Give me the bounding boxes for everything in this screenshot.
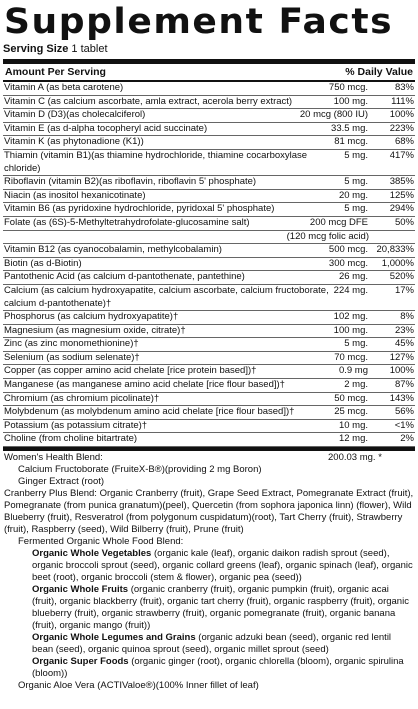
nutrient-amount: 25 mcg. xyxy=(334,406,368,418)
nutrient-name: Pantothenic Acid (as calcium d-pantothenate, pantethine) xyxy=(4,271,245,283)
nutrient-amount: 5 mg. xyxy=(344,203,368,215)
nutrient-amount: 70 mcg. xyxy=(334,351,368,363)
blend-amount: 200.03 mg. * xyxy=(328,452,382,464)
nutrient-note: (120 mcg folic acid) xyxy=(3,231,415,245)
blend-ingredient: Ginger Extract (root) xyxy=(18,476,105,488)
nutrient-name: Choline (from choline bitartrate) xyxy=(4,433,138,445)
nutrient-row xyxy=(3,217,415,231)
nutrient-daily-value: 8% xyxy=(400,311,414,323)
nutrient-daily-value: 87% xyxy=(394,379,414,391)
nutrient-daily-value: 50% xyxy=(394,216,414,228)
nutrient-row xyxy=(3,136,415,150)
nutrient-name: Copper (as copper amino acid chelate [rice protein based])† xyxy=(4,365,257,377)
food-group-title: Organic Whole Vegetables xyxy=(32,548,152,560)
nutrient-daily-value: 520% xyxy=(389,271,414,283)
nutrient-row xyxy=(3,379,415,393)
nutrient-daily-value: 45% xyxy=(394,338,414,350)
nutrient-row xyxy=(3,393,415,407)
blend-section xyxy=(3,451,415,692)
nutrient-amount: 20 mcg (800 IU) xyxy=(299,109,368,121)
nutrient-name: Vitamin B12 (as cyanocobalamin, methylcobalamin) xyxy=(4,244,222,256)
nutrient-name: Folate (as (6S)-5-Methyltetrahydrofolate-glucosamine salt) xyxy=(4,216,250,228)
nutrient-row xyxy=(3,176,415,190)
supplement-facts-panel xyxy=(3,2,415,706)
nutrient-daily-value: 100% xyxy=(389,109,414,121)
nutrient-daily-value: 17% xyxy=(394,284,414,296)
nutrient-daily-value: 56% xyxy=(394,406,414,418)
daily-value-label: % Daily Value xyxy=(345,66,413,78)
food-group xyxy=(4,548,414,584)
nutrient-row xyxy=(3,406,415,420)
nutrient-daily-value: 127% xyxy=(389,351,414,363)
blend-last-ingredient: Organic Aloe Vera (ACTIValoe®)(100% Inner fillet of leaf) xyxy=(18,680,259,692)
nutrient-daily-value: 68% xyxy=(394,136,414,148)
food-group xyxy=(4,656,414,680)
nutrient-daily-value: <1% xyxy=(394,419,414,431)
nutrient-amount: 10 mg. xyxy=(338,419,368,431)
nutrient-row xyxy=(3,365,415,379)
nutrient-name: Vitamin A (as beta carotene) xyxy=(4,82,124,93)
panel-title: Supplement Facts xyxy=(4,2,394,42)
nutrient-amount: 50 mcg. xyxy=(334,392,368,404)
nutrient-name: Selenium (as sodium selenate)† xyxy=(4,351,140,363)
nutrient-daily-value: 1,000% xyxy=(381,257,414,269)
nutrient-amount: 100 mg. xyxy=(333,324,368,336)
nutrient-row xyxy=(3,258,415,272)
serving-size-label: Serving Size xyxy=(3,43,69,55)
nutrient-name: Calcium (as calcium hydroxyapatite, calcium ascorbate, calcium fructoborate, calcium d-pantothenate)† xyxy=(4,284,329,309)
nutrient-name: Vitamin K (as phytonadione (K1)) xyxy=(4,136,144,148)
nutrient-row xyxy=(3,352,415,366)
nutrient-row xyxy=(3,271,415,285)
nutrient-row xyxy=(3,109,415,123)
nutrient-daily-value: 223% xyxy=(389,122,414,134)
nutrient-row xyxy=(3,244,415,258)
blend-name: Women's Health Blend: xyxy=(4,452,103,464)
nutrient-amount: 750 mcg. xyxy=(328,82,368,93)
nutrient-row xyxy=(3,96,415,110)
nutrient-amount: 5 mg. xyxy=(344,338,368,350)
nutrient-name: Manganese (as manganese amino acid chelate [rice flour based])† xyxy=(4,379,285,391)
nutrient-daily-value: 111% xyxy=(391,95,414,107)
food-group-items: (organic adzuki bean (seed), organic red lentil bean (seed), organic quinoa sprout (seed), organic millet sprout (seed) xyxy=(32,632,392,656)
serving-size-value: 1 tablet xyxy=(71,43,108,55)
nutrient-amount: 300 mcg. xyxy=(328,257,368,269)
nutrient-amount: 200 mcg DFE xyxy=(309,216,368,228)
nutrient-name: Phosphorus (as calcium hydroxyapatite)† xyxy=(4,311,179,323)
food-group-items: (organic ginger (root), organic chlorella (bloom), organic spirulina (bloom)) xyxy=(32,656,404,680)
nutrient-name: Vitamin B6 (as pyridoxine hydrochloride, pyridoxal 5' phosphate) xyxy=(4,203,275,215)
nutrient-name: Zinc (as zinc monomethionine)† xyxy=(4,338,139,350)
table-header xyxy=(3,64,415,82)
nutrient-name: Vitamin C (as calcium ascorbate, amla extract, acerola berry extract) xyxy=(4,95,293,107)
nutrient-name: Vitamin D (D3)(as cholecalciferol) xyxy=(4,109,146,121)
blend-header xyxy=(4,452,414,464)
nutrient-name: Biotin (as d-Biotin) xyxy=(4,257,82,269)
food-group-items: (organic cranberry (fruit), organic pumpkin (fruit), organic acai (fruit), organic blackberry (fruit), organic tart cherry (fruit), organic raspberry (fruit), organic blueberry (fruit), organic strawberry (fruit), organic pomegranate (fruit), organic banana (fruit), organic mango (fruit)) xyxy=(32,584,409,632)
nutrient-daily-value: 143% xyxy=(389,392,414,404)
nutrient-daily-value: 100% xyxy=(389,365,414,377)
nutrient-row xyxy=(3,311,415,325)
nutrient-daily-value: 83% xyxy=(394,82,414,93)
nutrient-list xyxy=(3,82,415,447)
blend-ingredients xyxy=(4,464,414,548)
nutrient-daily-value: 385% xyxy=(389,176,414,188)
nutrient-daily-value: 23% xyxy=(394,324,414,336)
nutrient-daily-value: 125% xyxy=(389,189,414,201)
nutrient-row xyxy=(3,150,415,176)
nutrient-row xyxy=(3,123,415,137)
nutrient-name: Vitamin E (as d-alpha tocopheryl acid succinate) xyxy=(4,122,208,134)
nutrient-amount: 0.9 mg xyxy=(338,365,368,377)
nutrient-name: Thiamin (vitamin B1)(as thiamine hydrochloride, thiamine cocarboxylase chloride) xyxy=(4,149,308,174)
nutrient-amount: 100 mg. xyxy=(333,95,368,107)
food-group xyxy=(4,584,414,632)
nutrient-amount: 5 mg. xyxy=(344,176,368,188)
nutrient-row xyxy=(3,338,415,352)
amount-per-serving-label: Amount Per Serving xyxy=(5,66,106,78)
whole-food-groups xyxy=(4,548,414,680)
nutrient-daily-value: 2% xyxy=(400,433,414,445)
nutrient-name: Chromium (as chromium picolinate)† xyxy=(4,392,160,404)
nutrient-daily-value: 20,833% xyxy=(376,244,414,256)
nutrient-amount: 2 mg. xyxy=(344,379,368,391)
nutrient-amount: 33.5 mg. xyxy=(331,122,368,134)
food-group-items: (organic kale (leaf), organic daikon radish sprout (seed), organic broccoli sprout (seed), organic collard greens (leaf), organic spinach (leaf), organic beet (root), organic broccoli (stem & flower), organic pea (seed)) xyxy=(32,548,413,584)
food-group-title: Organic Whole Legumes and Grains xyxy=(32,632,196,644)
nutrient-amount: 12 mg. xyxy=(338,433,368,445)
nutrient-name: Molybdenum (as molybdenum amino acid chelate [rice flour based])† xyxy=(4,406,295,418)
nutrient-row xyxy=(3,285,415,311)
nutrient-name: Potassium (as potassium citrate)† xyxy=(4,419,148,431)
nutrient-amount: 81 mcg. xyxy=(334,136,368,148)
blend-ingredient: Cranberry Plus Blend: Organic Cranberry (fruit), Grape Seed Extract, Pomegranate Extract (fruit), Pomegranate (from punica granatum)(peel), Quercetin (from sophora japonica linn) (flower), Wild Blueberry (fruit), Resveratrol (from polygonum cuspidatum)(root), Tart Cherry (fruit), Strawberry (fruit), Raspberry (seed), Wild Bilberry (fruit), Prune (fruit) xyxy=(4,488,414,536)
nutrient-daily-value: 294% xyxy=(389,203,414,215)
nutrient-amount: 500 mcg. xyxy=(328,244,368,256)
nutrient-name: Magnesium (as magnesium oxide, citrate)† xyxy=(4,324,186,336)
food-group-title: Organic Whole Fruits xyxy=(32,584,129,596)
nutrient-amount: 20 mg. xyxy=(338,189,368,201)
nutrient-name: Riboflavin (vitamin B2)(as riboflavin, riboflavin 5' phosphate) xyxy=(4,176,257,188)
nutrient-amount: 102 mg. xyxy=(333,311,368,323)
food-group-title: Organic Super Foods xyxy=(32,656,129,668)
nutrient-row xyxy=(3,82,415,96)
nutrient-amount: 224 mg. xyxy=(333,284,368,296)
blend-ingredient: Calcium Fructoborate (FruiteX-B®)(providing 2 mg Boron) xyxy=(18,464,262,476)
nutrient-amount: 5 mg. xyxy=(344,149,368,161)
nutrient-row xyxy=(3,203,415,217)
nutrient-row xyxy=(3,433,415,447)
nutrient-row xyxy=(3,190,415,204)
food-group xyxy=(4,632,414,656)
nutrient-row xyxy=(3,325,415,339)
nutrient-row xyxy=(3,420,415,434)
nutrient-daily-value: 417% xyxy=(389,149,414,161)
blend-ingredient: Fermented Organic Whole Food Blend: xyxy=(18,536,184,548)
nutrient-amount: 26 mg. xyxy=(338,271,368,283)
nutrient-name: Niacin (as inositol hexanicotinate) xyxy=(4,189,146,201)
serving-size xyxy=(3,43,415,56)
